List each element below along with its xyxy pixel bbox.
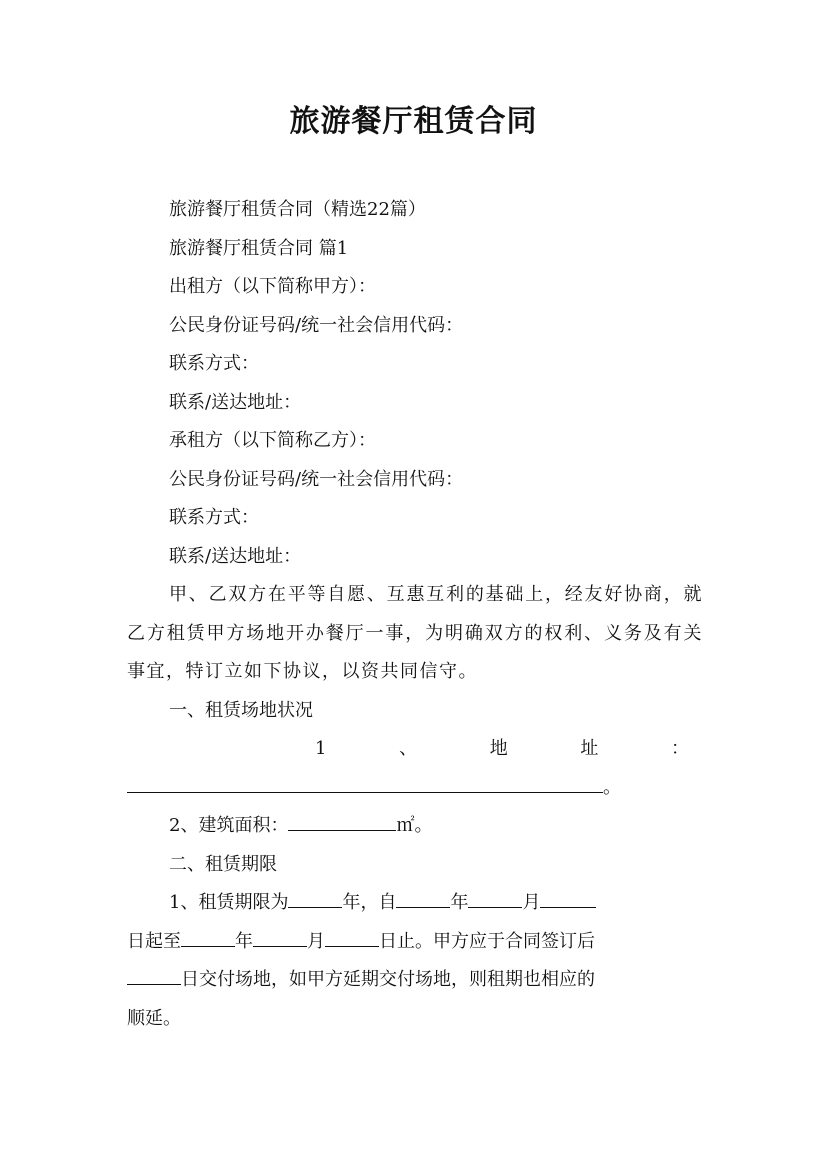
term-text-1: 1、租赁期限为 (169, 892, 289, 913)
term-text-9: 日交付场地，如甲方延期交付场地，则租期也相应的 (181, 969, 595, 990)
start-month-blank[interactable] (468, 885, 522, 908)
term-text-2: 年，自 (342, 892, 397, 913)
lessor-id-label: 公民身份证号码/统一社会信用代码： (169, 314, 464, 336)
address-end-mark: 。 (603, 776, 621, 798)
lessor-address-label: 联系/送达地址： (169, 391, 302, 413)
term-text-4: 月 (522, 892, 541, 913)
term-line-1 (127, 884, 703, 923)
subtitle-line: 旅游餐厅租赁合同（精选22篇） (169, 199, 426, 220)
term-text-8: 日止。甲方应于合同签订后 (379, 930, 595, 952)
document-title: 旅游餐厅租赁合同 (289, 104, 538, 139)
lessee-address-label: 联系/送达地址： (169, 545, 302, 567)
document-body (127, 191, 703, 1038)
address-item-char-1: 地 (489, 738, 508, 759)
lessee-contact-label: 联系方式： (169, 507, 259, 528)
address-item-colon: ： (670, 738, 689, 759)
delivery-days-blank[interactable] (127, 962, 181, 985)
preamble-paragraph: 甲、乙双方在平等自愿、互惠互利的基础上，经友好协商，就乙方租赁甲方场地开办餐厅一事，为明确双方的权利、义务及有关事宜，特订立如下协议，以资共同信守。 (127, 584, 703, 682)
term-text-7: 月 (307, 930, 325, 952)
address-item-number: 1 (315, 738, 327, 759)
term-line-3 (127, 961, 703, 1000)
section-heading-term: 二、租赁期限 (169, 853, 277, 875)
lessee-label: 承租方（以下简称乙方）： (169, 430, 376, 451)
area-blank[interactable] (288, 808, 396, 831)
term-years-blank[interactable] (288, 885, 342, 908)
lessor-contact-label: 联系方式： (169, 353, 259, 374)
term-line-4: 顺延。 (127, 1007, 181, 1029)
section-heading-premises: 一、租赁场地状况 (169, 699, 313, 721)
term-line-2 (127, 923, 703, 962)
term-text-3: 年 (450, 892, 469, 913)
address-item-line (127, 730, 703, 769)
term-text-5: 日起至 (127, 930, 181, 952)
end-day-blank[interactable] (325, 924, 379, 947)
area-label: 2、建筑面积： (169, 815, 289, 836)
area-unit: ㎡。 (396, 815, 433, 836)
lessor-label: 出租方（以下简称甲方）： (169, 276, 376, 297)
address-item-char-2: 址 (580, 738, 599, 759)
end-year-blank[interactable] (181, 924, 235, 947)
lessee-id-label: 公民身份证号码/统一社会信用代码： (169, 468, 464, 490)
end-month-blank[interactable] (253, 924, 307, 947)
address-blank-line (127, 769, 703, 808)
area-item-line (127, 807, 703, 846)
start-day-blank[interactable] (540, 885, 596, 908)
chapter-heading: 旅游餐厅租赁合同 篇1 (169, 237, 349, 259)
address-blank[interactable] (127, 770, 603, 793)
term-text-6: 年 (235, 930, 253, 952)
address-item-separator: 、 (399, 738, 418, 759)
start-year-blank[interactable] (396, 885, 450, 908)
